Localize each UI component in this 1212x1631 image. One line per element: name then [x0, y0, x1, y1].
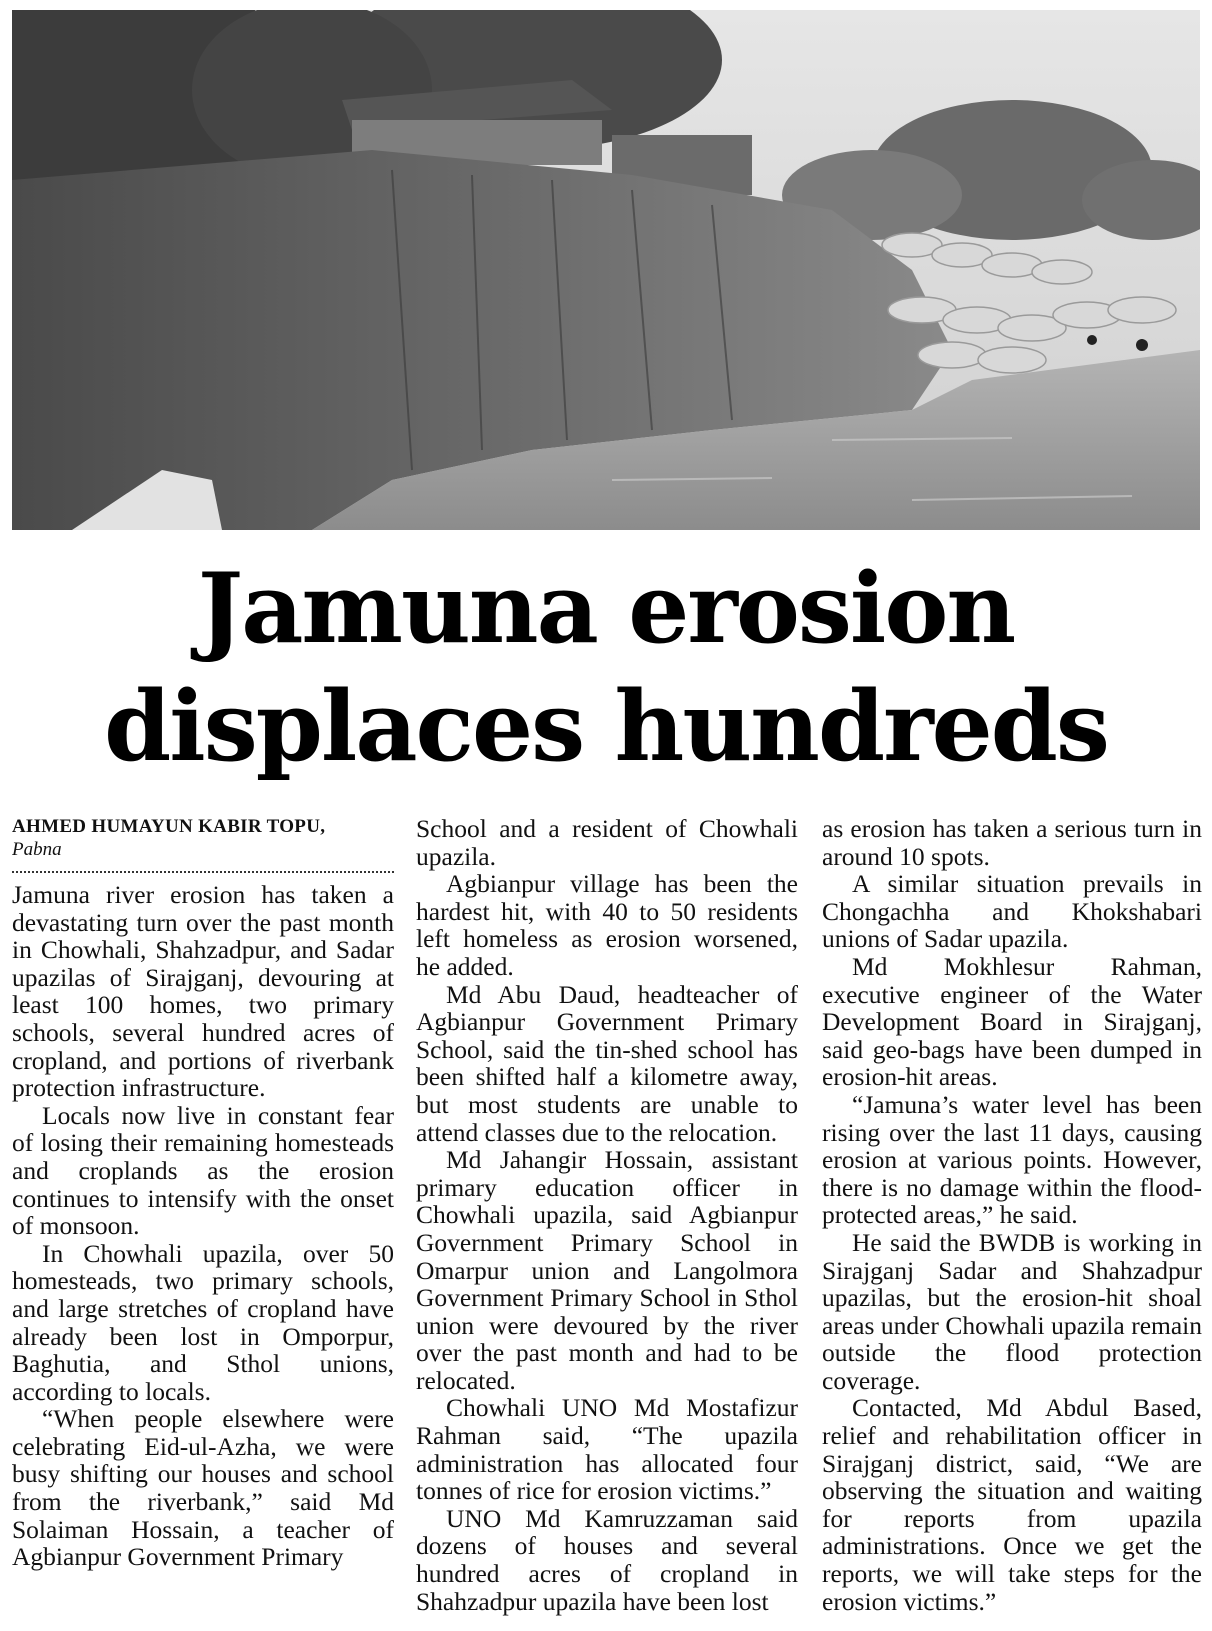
paragraph: Locals now live in constant fear of losing their remaining homesteads and croplands as the erosion continues to intensify with the onset of monsoon. — [12, 1100, 394, 1241]
article-column-3 — [822, 815, 1202, 1625]
paragraph: School and a resident of Chowhali upazila. — [416, 815, 798, 871]
byline-author: AHMED HUMAYUN KABIR TOPU, — [12, 816, 326, 837]
byline-location: Pabna — [12, 839, 62, 860]
paragraph: Chowhali UNO Md Mostafizur Rahman said, “The upazila administration has allocated four tonnes of rice for erosion victims.” — [416, 1393, 798, 1506]
headline-line-2: displaces hundreds — [104, 670, 1108, 783]
paragraph: He said the BWDB is working in Sirajganj Sadar and Shahzadpur upazilas, but the erosion-hit shoal areas under Chowhali upazila remain outside the flood protection coverage. — [822, 1227, 1202, 1395]
paragraph: “Jamuna’s water level has been rising over the last 11 days, causing erosion at various points. However, there is no damage within the flood-protected areas,” he said. — [822, 1089, 1202, 1230]
paragraph: Md Mokhlesur Rahman, executive engineer of the Water Development Board in Sirajganj, said geo-bags have been dumped in erosion-hit areas. — [822, 951, 1202, 1092]
news-photo-riverbank-erosion — [12, 10, 1200, 530]
paragraph: as erosion has taken a serious turn in around 10 spots. — [822, 815, 1202, 871]
paragraph: Md Abu Daud, headteacher of Agbianpur Government Primary School, said the tin-shed school has been shifted half a kilometre away, but most students are unable to attend classes due to the relocation. — [416, 979, 798, 1147]
paragraph: In Chowhali upazila, over 50 homesteads, two primary schools, and large stretches of cropland have already been lost in Omporpur, Baghutia, and Sthol unions, according to locals. — [12, 1238, 394, 1406]
byline-divider — [12, 871, 394, 873]
article-column-1 — [12, 815, 394, 1625]
paragraph: Agbianpur village has been the hardest hit, with 40 to 50 residents left homeless as erosion worsened, he added. — [416, 869, 798, 981]
paragraph: Jamuna river erosion has taken a devastating turn over the past month in Chowhali, Shahzadpur, and Sadar upazilas of Sirajganj, devouring at least 100 homes, two primary schools, several hundred acres of cropland, and portions of riverbank protection infrastructure. — [12, 880, 394, 1103]
paragraph: Md Jahangir Hossain, assistant primary education officer in Chowhali upazila, said Agbianpur Government Primary School in Omarpur union and Langolmora Government Primary School in Sthol union were devoured by the river over the past month and had to be relocated. — [416, 1145, 798, 1395]
article-column-2 — [416, 815, 798, 1625]
paragraph: “When people elsewhere were celebrating Eid-ul-Azha, we were busy shifting our houses and school from the riverbank,” said Md Solaiman Hossain, a teacher of Agbianpur Government Primary — [12, 1404, 394, 1572]
paragraph: A similar situation prevails in Chongachha and Khokshabari unions of Sadar upazila. — [822, 869, 1202, 954]
headline — [12, 550, 1200, 786]
headline-line-1: Jamuna erosion — [197, 552, 1015, 665]
paragraph: UNO Md Kamruzzaman said dozens of houses and several hundred acres of cropland in Shahzadpur upazila have been lost — [416, 1503, 798, 1616]
paragraph: Contacted, Md Abdul Based, relief and rehabilitation officer in Sirajganj district, said, “We are observing the situation and waiting for reports from upazila administrations. Once we get the reports, we will take steps for the erosion victims.” — [822, 1393, 1202, 1616]
